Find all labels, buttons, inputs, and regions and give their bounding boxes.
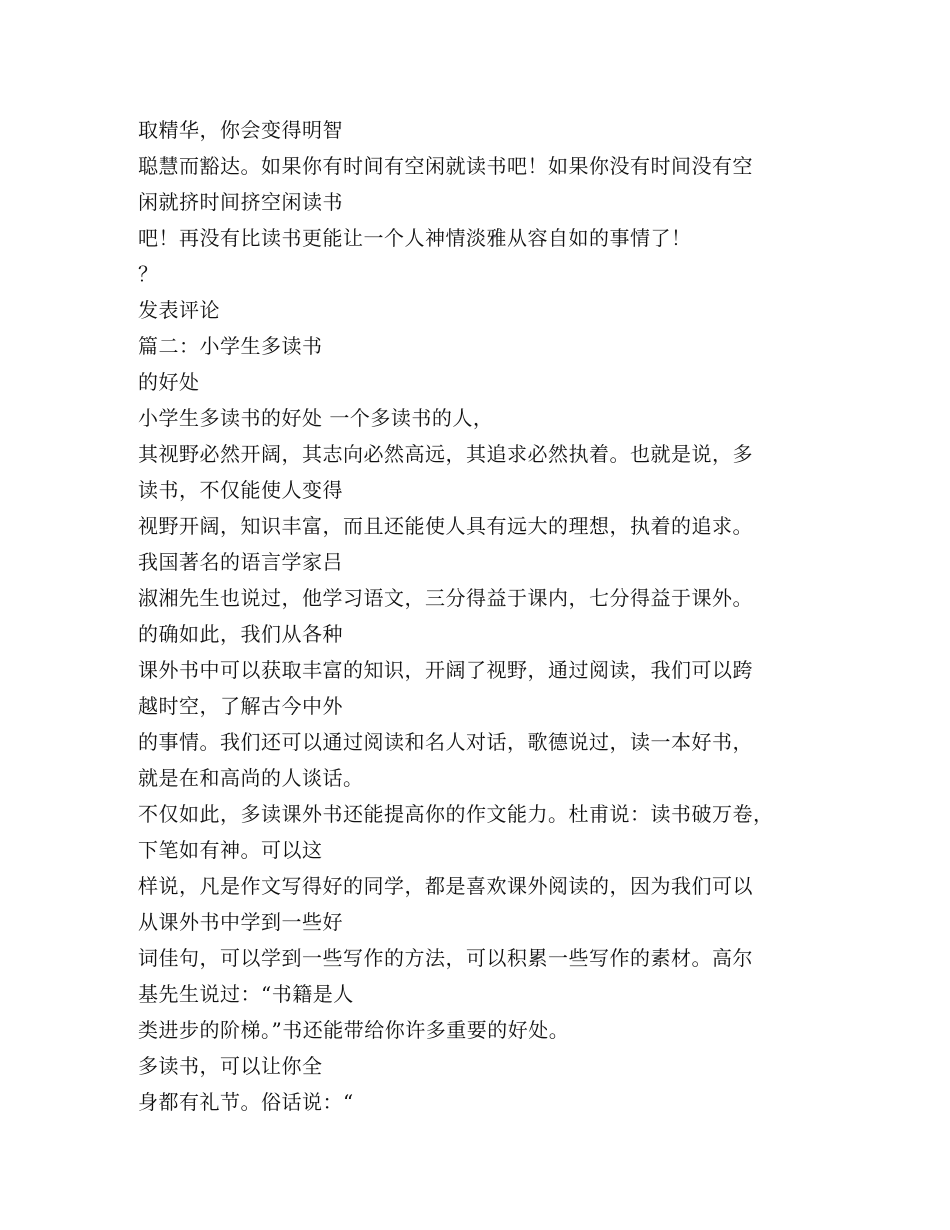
text-line: 样说，凡是作文写得好的同学，都是喜欢课外阅读的，因为我们可以 [138, 874, 753, 898]
text-line: 多读书，可以让你全 [138, 1054, 323, 1078]
text-line: 淑湘先生也说过，他学习语文，三分得益于课内，七分得益于课外。 [138, 586, 753, 610]
section-heading: 篇二：小学生多读书 [138, 334, 323, 358]
text-line: 我国著名的语言学家吕 [138, 550, 343, 574]
text-line: 读书，不仅能使人变得 [138, 478, 343, 502]
text-line: 不仅如此，多读课外书还能提高你的作文能力。杜甫说：读书破万卷， [138, 802, 774, 826]
text-line: 视野开阔，知识丰富，而且还能使人具有远大的理想，执着的追求。 [138, 514, 753, 538]
text-line: 从课外书中学到一些好 [138, 910, 343, 934]
text-line: 其视野必然开阔，其志向必然高远，其追求必然执着。也就是说，多 [138, 442, 753, 466]
section-heading-continued: 的好处 [138, 370, 200, 394]
text-line: ？ [138, 262, 159, 286]
text-line: 词佳句，可以学到一些写作的方法，可以积累一些写作的素材。高尔 [138, 946, 753, 970]
text-line: 取精华，你会变得明智 [138, 118, 343, 142]
text-line: 身都有礼节。俗话说：“ [138, 1090, 354, 1114]
text-line: 闲就挤时间挤空闲读书 [138, 190, 343, 214]
text-line: 吧！再没有比读书更能让一个人神情淡雅从容自如的事情了！ [138, 226, 692, 250]
text-line: 发表评论 [138, 298, 220, 322]
text-line: 课外书中可以获取丰富的知识，开阔了视野，通过阅读，我们可以跨 [138, 658, 753, 682]
text-line: 基先生说过：“书籍是人 [138, 982, 354, 1006]
text-line: 小学生多读书的好处 一个多读书的人， [138, 406, 494, 430]
text-line: 的确如此，我们从各种 [138, 622, 343, 646]
text-line: 的事情。我们还可以通过阅读和名人对话，歌德说过，读一本好书， [138, 730, 753, 754]
text-line: 下笔如有神。可以这 [138, 838, 323, 862]
text-line: 类进步的阶梯。”书还能带给你许多重要的好处。 [138, 1018, 570, 1042]
text-line: 越时空，了解古今中外 [138, 694, 343, 718]
text-line: 聪慧而豁达。如果你有时间有空闲就读书吧！如果你没有时间没有空 [138, 154, 753, 178]
text-line: 就是在和高尚的人谈话。 [138, 766, 364, 790]
